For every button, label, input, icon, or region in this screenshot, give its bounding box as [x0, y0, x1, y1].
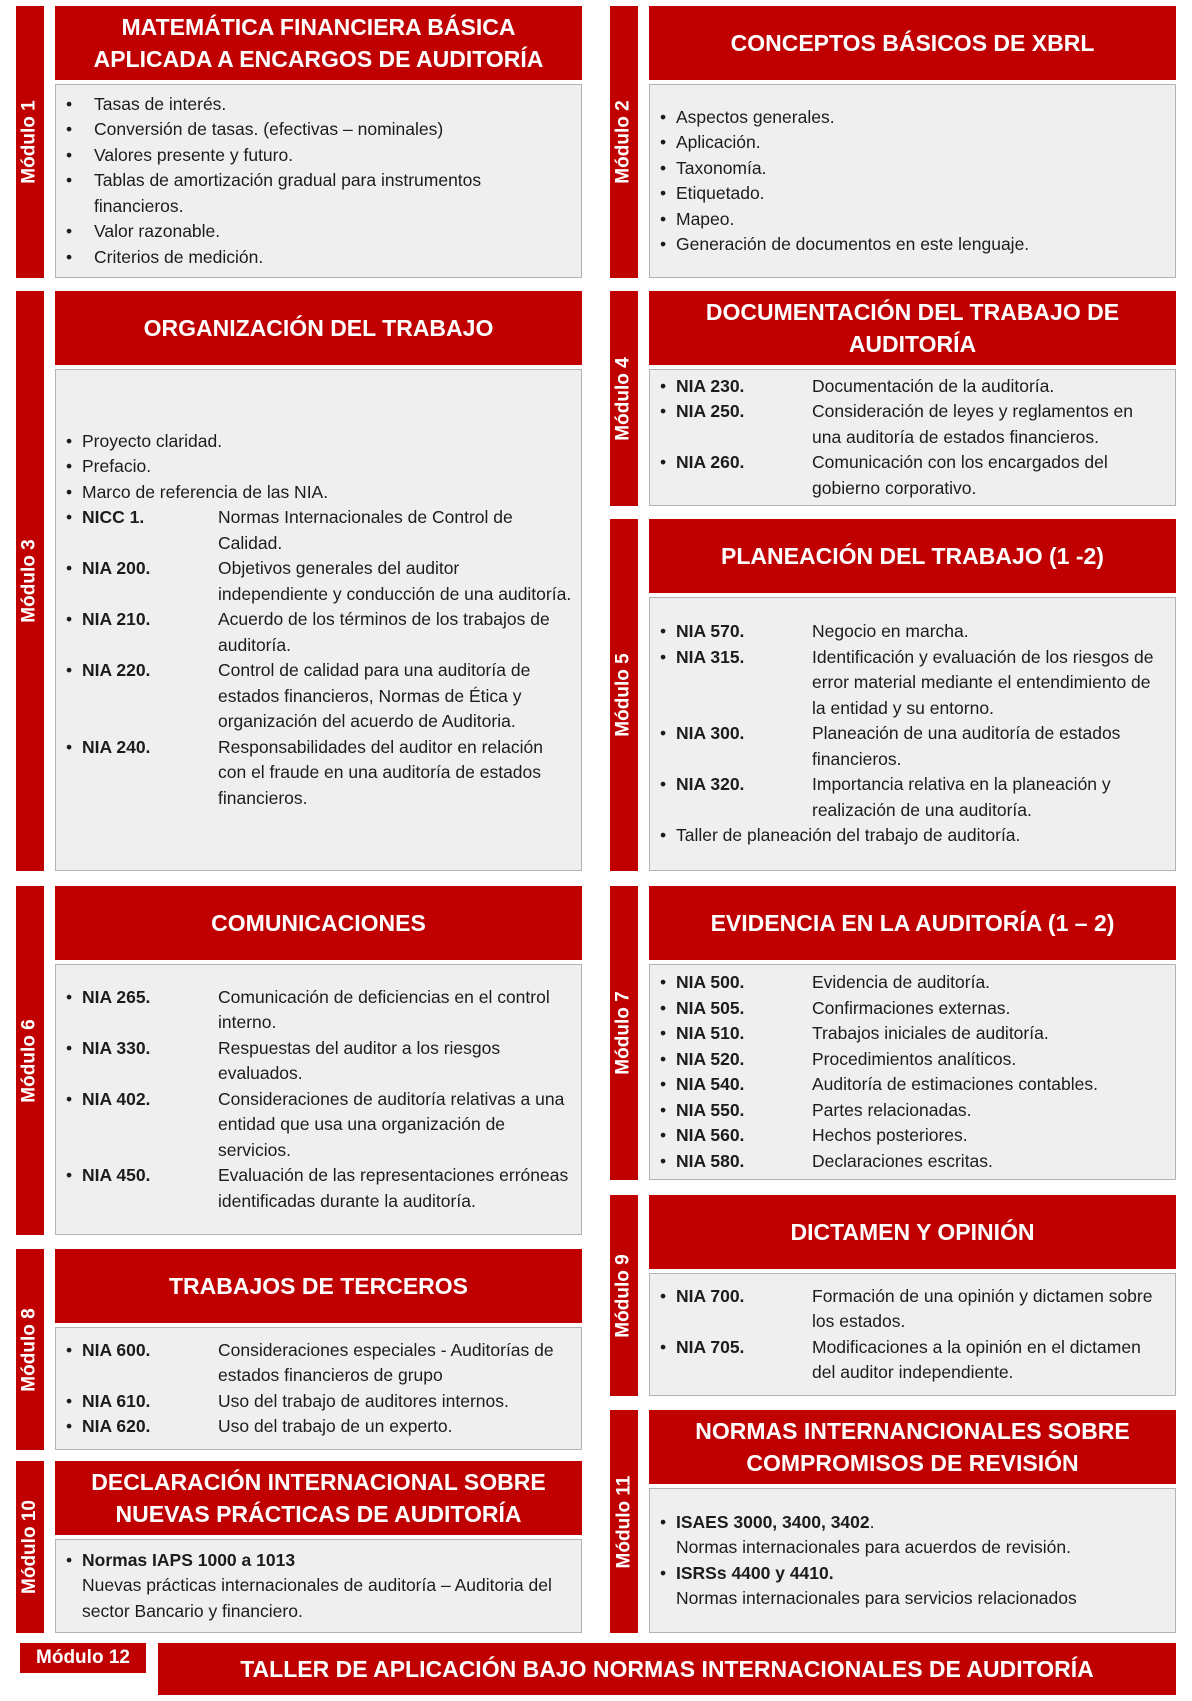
list-item: • NIA 560. Hechos posteriores. [660, 1123, 1167, 1149]
module-title: TRABAJOS DE TERCEROS [55, 1249, 582, 1323]
list-item: • Aplicación. [660, 130, 1167, 156]
list-item: • Prefacio. [66, 454, 573, 480]
module-6 [16, 886, 582, 1235]
module-title: EVIDENCIA EN LA AUDITORÍA (1 – 2) [649, 886, 1176, 960]
list-item: • NIA 320. Importancia relativa en la planeación y realización de una auditoría. [660, 772, 1167, 823]
list-item: • NIA 330. Respuestas del auditor a los riesgos evaluados. [66, 1036, 573, 1087]
list-item [660, 1561, 1167, 1587]
module-content [55, 1327, 582, 1450]
module-2 [610, 6, 1176, 278]
module-12-label: Módulo 12 [20, 1643, 146, 1673]
module-content [649, 84, 1176, 278]
list-item: • Taller de planeación del trabajo de auditoría. [660, 823, 1167, 849]
item-heading: ISAES 3000, 3400, 3402 [676, 1511, 870, 1532]
list-item-detail: Normas internacionales para servicios relacionados [676, 1588, 1077, 1608]
list-item: • NIA 240. Responsabilidades del auditor en relación con el fraude en una auditoría de estados financieros. [66, 735, 573, 812]
list-item: • NIA 220. Control de calidad para una auditoría de estados financieros, Normas de Ética y organización del acuerdo de Auditoria. [66, 658, 573, 735]
list-item: • NIA 200. Objetivos generales del auditor independiente y conducción de una auditoría. [66, 556, 573, 607]
module-content [649, 1273, 1176, 1396]
module-content [649, 964, 1176, 1180]
list-item: • NIA 500. Evidencia de auditoría. [660, 970, 1167, 996]
list-item: • Marco de referencia de las NIA. [66, 480, 573, 506]
list-item [66, 1548, 573, 1574]
list-item: • ISAES 3000, 3400, 3402. [660, 1510, 1167, 1536]
list-item-detail: Normas internacionales para acuerdos de revisión. [676, 1537, 1071, 1557]
list-item: • Criterios de medición. [66, 245, 573, 271]
list-item: • NICC 1. Normas Internacionales de Control de Calidad. [66, 505, 573, 556]
list-item: • NIA 210. Acuerdo de los términos de los trabajos de auditoría. [66, 607, 573, 658]
module-content [55, 369, 582, 871]
list-item: • Conversión de tasas. (efectivas – nominales) [66, 117, 573, 143]
module-title: DOCUMENTACIÓN DEL TRABAJO DE AUDITORÍA [649, 291, 1176, 365]
module-title: DECLARACIÓN INTERNACIONAL SOBRE NUEVAS PRÁCTICAS DE AUDITORÍA [55, 1461, 582, 1535]
list-item: • Taxonomía. [660, 156, 1167, 182]
list-item: • Etiquetado. [660, 181, 1167, 207]
module-label: Módulo 5 [610, 519, 638, 871]
list-item: • Valores presente y futuro. [66, 143, 573, 169]
module-content [649, 369, 1176, 506]
list-item: • NIA 520. Procedimientos analíticos. [660, 1047, 1167, 1073]
module-title: COMUNICACIONES [55, 886, 582, 960]
module-11 [610, 1410, 1176, 1633]
module-title: ORGANIZACIÓN DEL TRABAJO [55, 291, 582, 365]
module-9 [610, 1195, 1176, 1396]
module-content [55, 84, 582, 278]
module-title: MATEMÁTICA FINANCIERA BÁSICA APLICADA A ENCARGOS DE AUDITORÍA [55, 6, 582, 80]
module-1 [16, 6, 582, 278]
list-item: • NIA 700. Formación de una opinión y dictamen sobre los estados. [660, 1284, 1167, 1335]
module-label: Módulo 2 [610, 6, 638, 278]
list-item: • Valor razonable. [66, 219, 573, 245]
list-item: • Tasas de interés. [66, 92, 573, 118]
module-content [55, 964, 582, 1235]
list-item-detail: Nuevas prácticas internacionales de auditoría – Auditoria del sector Bancario y financiero. [82, 1575, 552, 1621]
module-content [649, 1488, 1176, 1633]
list-item: • Generación de documentos en este lenguaje. [660, 232, 1167, 258]
module-title: NORMAS INTERNANCIONALES SOBRE COMPROMISOS DE REVISIÓN [649, 1410, 1176, 1484]
module-label: Módulo 8 [16, 1249, 44, 1450]
module-label: Módulo 1 [16, 6, 44, 278]
module-12-title: TALLER DE APLICACIÓN BAJO NORMAS INTERNACIONALES DE AUDITORÍA [158, 1643, 1176, 1695]
item-heading: ISRSs 4400 y 4410. [676, 1562, 834, 1583]
module-title: PLANEACIÓN DEL TRABAJO (1 -2) [649, 519, 1176, 593]
list-item: • NIA 540. Auditoría de estimaciones contables. [660, 1072, 1167, 1098]
module-label: Módulo 11 [610, 1410, 638, 1633]
module-label: Módulo 4 [610, 291, 638, 506]
list-item: • NIA 510. Trabajos iniciales de auditoría. [660, 1021, 1167, 1047]
item-heading: Normas IAPS 1000 a 1013 [82, 1549, 296, 1570]
list-item: • NIA 505. Confirmaciones externas. [660, 996, 1167, 1022]
list-item: • NIA 315. Identificación y evaluación de los riesgos de error material mediante el entendimiento de la entidad y su entorno. [660, 645, 1167, 722]
module-4 [610, 291, 1176, 506]
list-item: • NIA 300. Planeación de una auditoría de estados financieros. [660, 721, 1167, 772]
list-item: • Proyecto claridad. [66, 429, 573, 455]
list-item: • NIA 260. Comunicación con los encargados del gobierno corporativo. [660, 450, 1167, 501]
list-item: • Tablas de amortización gradual para instrumentos financieros. [66, 168, 573, 219]
module-label: Módulo 3 [16, 291, 44, 871]
module-content [649, 597, 1176, 871]
module-5 [610, 519, 1176, 871]
list-item: • NIA 610. Uso del trabajo de auditores internos. [66, 1389, 573, 1415]
module-10 [16, 1461, 582, 1633]
list-item: • NIA 550. Partes relacionadas. [660, 1098, 1167, 1124]
module-label: Módulo 6 [16, 886, 44, 1235]
module-7 [610, 886, 1176, 1180]
module-8 [16, 1249, 582, 1450]
module-label: Módulo 10 [16, 1461, 44, 1633]
module-label: Módulo 7 [610, 886, 638, 1180]
list-item: • NIA 620. Uso del trabajo de un experto. [66, 1414, 573, 1440]
list-item: • NIA 265. Comunicación de deficiencias en el control interno. [66, 985, 573, 1036]
module-label: Módulo 9 [610, 1195, 638, 1396]
list-item: • NIA 600. Consideraciones especiales - Auditorías de estados financieros de grupo [66, 1338, 573, 1389]
list-item: • NIA 570. Negocio en marcha. [660, 619, 1167, 645]
list-item: • NIA 580. Declaraciones escritas. [660, 1149, 1167, 1175]
list-item: • NIA 230. Documentación de la auditoría. [660, 374, 1167, 400]
module-title: CONCEPTOS BÁSICOS DE XBRL [649, 6, 1176, 80]
list-item: • NIA 250. Consideración de leyes y reglamentos en una auditoría de estados financieros. [660, 399, 1167, 450]
list-item: • NIA 450. Evaluación de las representaciones erróneas identificadas durante la auditoría. [66, 1163, 573, 1214]
list-item: • Mapeo. [660, 207, 1167, 233]
list-item: • NIA 402. Consideraciones de auditoría relativas a una entidad que usa una organización de servicios. [66, 1087, 573, 1164]
list-item: • Aspectos generales. [660, 105, 1167, 131]
list-item: • NIA 705. Modificaciones a la opinión en el dictamen del auditor independiente. [660, 1335, 1167, 1386]
module-3 [16, 291, 582, 871]
module-title: DICTAMEN Y OPINIÓN [649, 1195, 1176, 1269]
module-content [55, 1539, 582, 1633]
